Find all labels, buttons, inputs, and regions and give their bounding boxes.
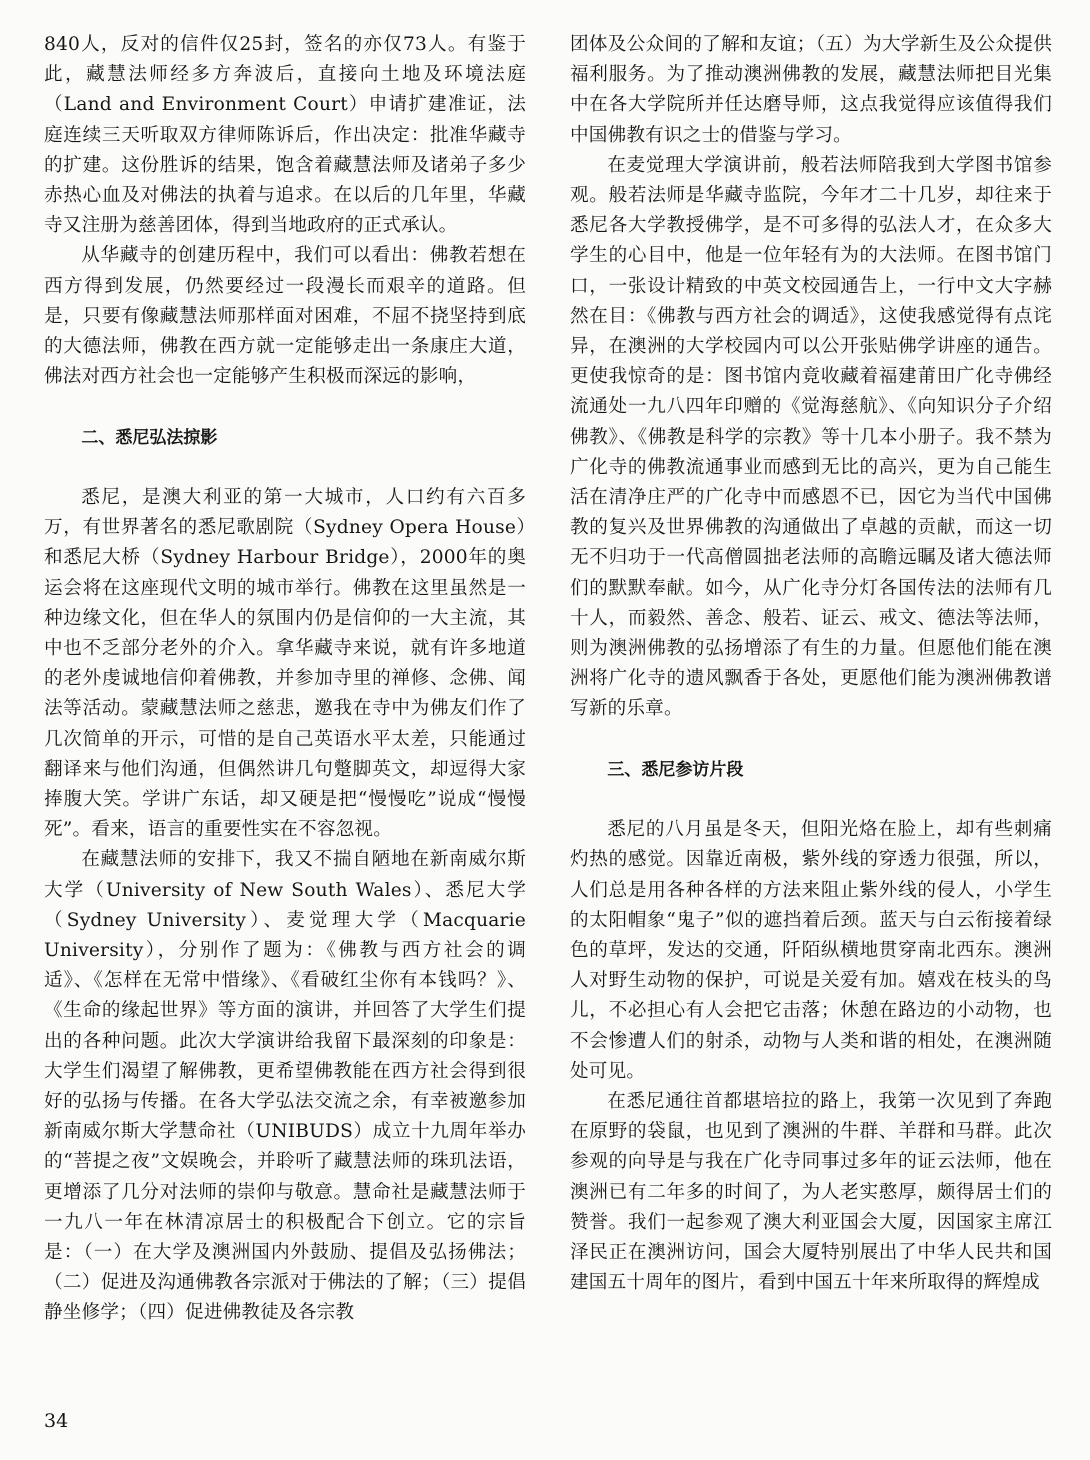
spacer (44, 392, 526, 422)
section-heading: 三、悉尼参访片段 (607, 759, 744, 780)
paragraph: 在藏慧法师的安排下，我又不揣自陋地在新南威尔斯大学（University of New South Wales）、悉尼大学（Sydney University）、麦觉理大学（Macquarie University），分别作了题为：《佛教与西方社会的调适》、《怎样在无常中惜缘》、《看破红尘你有本钱吗？》、《生命的缘起世界》等方面的演讲，并回答了大学生们提出的各种问题。此次大学演讲给我留下最深刻的印象是：大学生们渴望了解佛教，更希望佛教能在西方社会得到很好的弘扬与传播。在各大学弘法交流之余，有幸被邀参加新南威尔斯大学慧命社（UNIBUDS）成立十九周年举办的“菩提之夜”文娱晚会，并聆听了藏慧法师的珠玑法语，更增添了几分对法师的崇仰与敬意。慧命社是藏慧法师于一九八一年在林清凉居士的积极配合下创立。它的宗旨是：（一）在大学及澳洲国内外鼓励、提倡及弘扬佛法；（二）促进及沟通佛教各宗派对于佛法的了解；（三）提倡静坐修学；（四）促进佛教徒及各宗教 (44, 849, 526, 1324)
left-column (44, 30, 526, 1329)
paragraph: 团体及公众间的了解和友谊；（五）为大学新生及公众提供福利服务。为了推动澳洲佛教的发展，藏慧法师把目光集中在各大学院所并任达磨导师，这点我觉得应该值得我们中国佛教有识之士的借鉴与学习。 (570, 34, 1052, 146)
spacer (44, 453, 526, 483)
paragraph: 悉尼的八月虽是冬天，但阳光烙在脸上，却有些刺痛灼热的感觉。因靠近南极，紫外线的穿透力很强，所以，人们总是用各种各样的方法来阻止紫外线的侵人，小学生的太阳帽象“鬼子”似的遮挡着后颈。蓝天与白云衔接着绿色的草坪，发达的交通，阡陌纵横地贯穿南北西东。澳洲人对野生动物的保护，可说是关爱有加。嬉戏在枝头的鸟儿，不必担心有人会把它击落；休憩在路边的小动物，也不会惨遭人们的射杀，动物与人类和谐的相处，在澳洲随处可见。 (570, 819, 1052, 1082)
paragraph: 从华藏寺的创建历程中，我们可以看出：佛教若想在西方得到发展，仍然要经过一段漫长而艰辛的道路。但是，只要有像藏慧法师那样面对困难，不屈不挠坚持到底的大德法师，佛教在西方就一定能够走出一条康庄大道，佛法对西方社会也一定能够产生积极而深远的影响， (44, 245, 526, 388)
paragraph: 悉尼，是澳大利亚的第一大城市，人口约有六百多万，有世界著名的悉尼歌剧院（Sydney Opera House）和悉尼大桥（Sydney Harbour Bridge），2000年的奥运会将在这座现代文明的城市举行。佛教在这里虽然是一种边缘文化，但在华人的氛围内仍是信仰的一大主流，其中也不乏部分老外的介入。拿华藏寺来说，就有许多地道的老外虔诚地信仰着佛教，并参加寺里的禅修、念佛、闻法等活动。蒙藏慧法师之慈悲，邀我在寺中为佛友们作了几次简单的开示，可惜的是自己英语水平太差，只能通过翻译来与他们沟通，但偶然讲几句蹩脚英文，却逗得大家捧腹大笑。学讲广东话，却又硬是把“慢慢吃”说成“慢慢死”。看来，语言的重要性实在不容忽视。 (44, 487, 526, 841)
spacer (570, 725, 1052, 755)
paragraph: 在悉尼通往首都堪培拉的路上，我第一次见到了奔跑在原野的袋鼠，也见到了澳洲的牛群、羊群和马群。此次参观的向导是与我在广化寺同事过多年的证云法师，他在澳洲已有二年多的时间了，为人老实憨厚，颇得居士们的赞誉。我们一起参观了澳大利亚国会大厦，因国家主席江泽民正在澳洲访问，国会大厦特别展出了中华人民共和国建国五十周年的图片，看到中国五十年来所取得的辉煌成 (570, 1091, 1052, 1294)
spacer (570, 785, 1052, 815)
page-number: 34 (44, 1410, 69, 1432)
right-column (570, 30, 1052, 1298)
paragraph: 840人，反对的信件仅25封，签名的亦仅73人。有鉴于此，藏慧法师经多方奔波后，直接向土地及环境法庭（Land and Environment Court）申请扩建准证，法庭连续三天听取双方律师陈诉后，作出决定：批准华藏寺的扩建。这份胜诉的结果，饱含着藏慧法师及诸弟子多少赤热心血及对佛法的执着与追求。在以后的几年里，华藏寺又注册为慈善团体，得到当地政府的正式承认。 (44, 34, 526, 237)
paragraph: 在麦觉理大学演讲前，般若法师陪我到大学图书馆参观。般若法师是华藏寺监院，今年才二十几岁，却往来于悉尼各大学教授佛学，是不可多得的弘法人才，在众多大学生的心目中，他是一位年轻有为的大法师。在图书馆门口，一张设计精致的中英文校园通告上，一行中文大字赫然在目：《佛教与西方社会的调适》，这使我感觉得有点诧异，在澳洲的大学校园内可以公开张贴佛学讲座的通告。更使我惊奇的是：图书馆内竟收藏着福建莆田广化寺佛经流通处一九八四年印赠的《觉海慈航》、《向知识分子介绍佛教》、《佛教是科学的宗教》等十几本小册子。我不禁为广化寺的佛教流通事业而感到无比的高兴，更为自己能生活在清净庄严的广化寺中而感恩不已，因它为当代中国佛教的复兴及世界佛教的沟通做出了卓越的贡献，而这一切无不归功于一代高僧圆拙老法师的高瞻远瞩及诸大德法师们的默默奉献。如今，从广化寺分灯各国传法的法师有几十人，而毅然、善念、般若、证云、戒文、德法等法师，则为澳洲佛教的弘扬增添了有生的力量。但愿他们能在澳洲将广化寺的遗风飘香于各处，更愿他们能为澳洲佛教谱写新的乐章。 (570, 154, 1052, 720)
section-heading: 二、悉尼弘法掠影 (81, 427, 218, 448)
